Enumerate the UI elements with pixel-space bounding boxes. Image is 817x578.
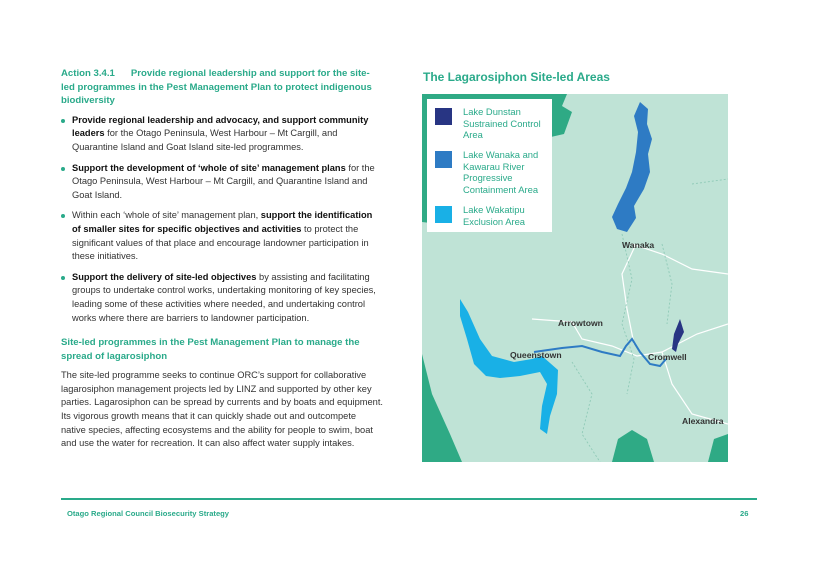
legend-label: Lake Dunstan Sustrained Control Area xyxy=(463,106,541,141)
bullet-pre: Within each ‘whole of site’ management plan, xyxy=(72,210,261,221)
footer-divider xyxy=(61,498,757,500)
page-number: 26 xyxy=(740,509,749,518)
town-queenstown: Queenstown xyxy=(510,350,562,360)
bullet-text: to protect the significant values of that place and encourage landowner participation in these initiatives. xyxy=(72,223,369,262)
map-title: The Lagarosiphon Site-led Areas xyxy=(423,70,610,84)
bullet-bold: Support the development of ‘whole of site’ management plans xyxy=(72,162,346,173)
legend-swatch xyxy=(435,108,452,125)
legend-label: Lake Wakatipu Exclusion Area xyxy=(463,204,526,227)
bullet-item xyxy=(61,162,383,203)
legend-swatch xyxy=(435,206,452,223)
bullet-text: for the Otago Peninsula, West Harbour – Mt Cargill, and Quarantine Island and Goat Island. xyxy=(72,162,375,200)
section-subheading: Site-led programmes in the Pest Management Plan to manage the spread of lagarosiphon xyxy=(61,337,360,362)
bullet-item xyxy=(61,209,383,263)
town-wanaka: Wanaka xyxy=(622,240,655,250)
action-bullets xyxy=(61,114,383,325)
map-legend xyxy=(427,99,552,232)
bullet-text: for the Otago Peninsula, West Harbour – Mt Cargill, and Quarantine Island and Goat Island site-led programmes. xyxy=(72,128,338,152)
footer-title: Otago Regional Council Biosecurity Strategy xyxy=(67,509,230,518)
bullet-item xyxy=(61,114,383,155)
town-alexandra: Alexandra xyxy=(682,416,724,426)
town-arrowtown: Arrowtown xyxy=(558,318,603,328)
action-number: Action 3.4.1 xyxy=(61,68,115,79)
town-cromwell: Cromwell xyxy=(648,352,687,362)
bullet-bold: Support the delivery of site-led objectives xyxy=(72,271,257,282)
legend-swatch xyxy=(435,151,452,168)
bullet-bold: Provide regional leadership and advocacy, and support community leaders xyxy=(72,114,369,139)
body-paragraph: The site-led programme seeks to continue ORC’s support for collaborative lagarosiphon management projects led by LINZ and supported by other key parties. Lagarosiphon can be spread by currents and by boats and equipment. Its vigorous growth means that it can quickly shade out and outcompete native species, affecting ecosystems and the ability for people to swim, boat and use the water for recreation. It can also affect water supply intakes. xyxy=(61,370,383,449)
legend-label: Lake Wanaka and Kawarau River Progressive Containment Area xyxy=(463,149,539,195)
bullet-bold: support the identification of smaller sites for specific objectives and activities xyxy=(72,210,373,234)
action-title: Provide regional leadership and support for the site-led programmes in the Pest Management Plan to protect indigenous biodiversity xyxy=(61,68,372,107)
bullet-item xyxy=(61,271,383,325)
text-column xyxy=(61,67,383,451)
bullet-text: by assisting and facilitating groups to undertake control works, undertaking monitoring of key species, leading some of these activities where needed, and undertaking control works where there are barriers to landowner participation. xyxy=(72,271,376,323)
action-heading xyxy=(61,67,383,108)
